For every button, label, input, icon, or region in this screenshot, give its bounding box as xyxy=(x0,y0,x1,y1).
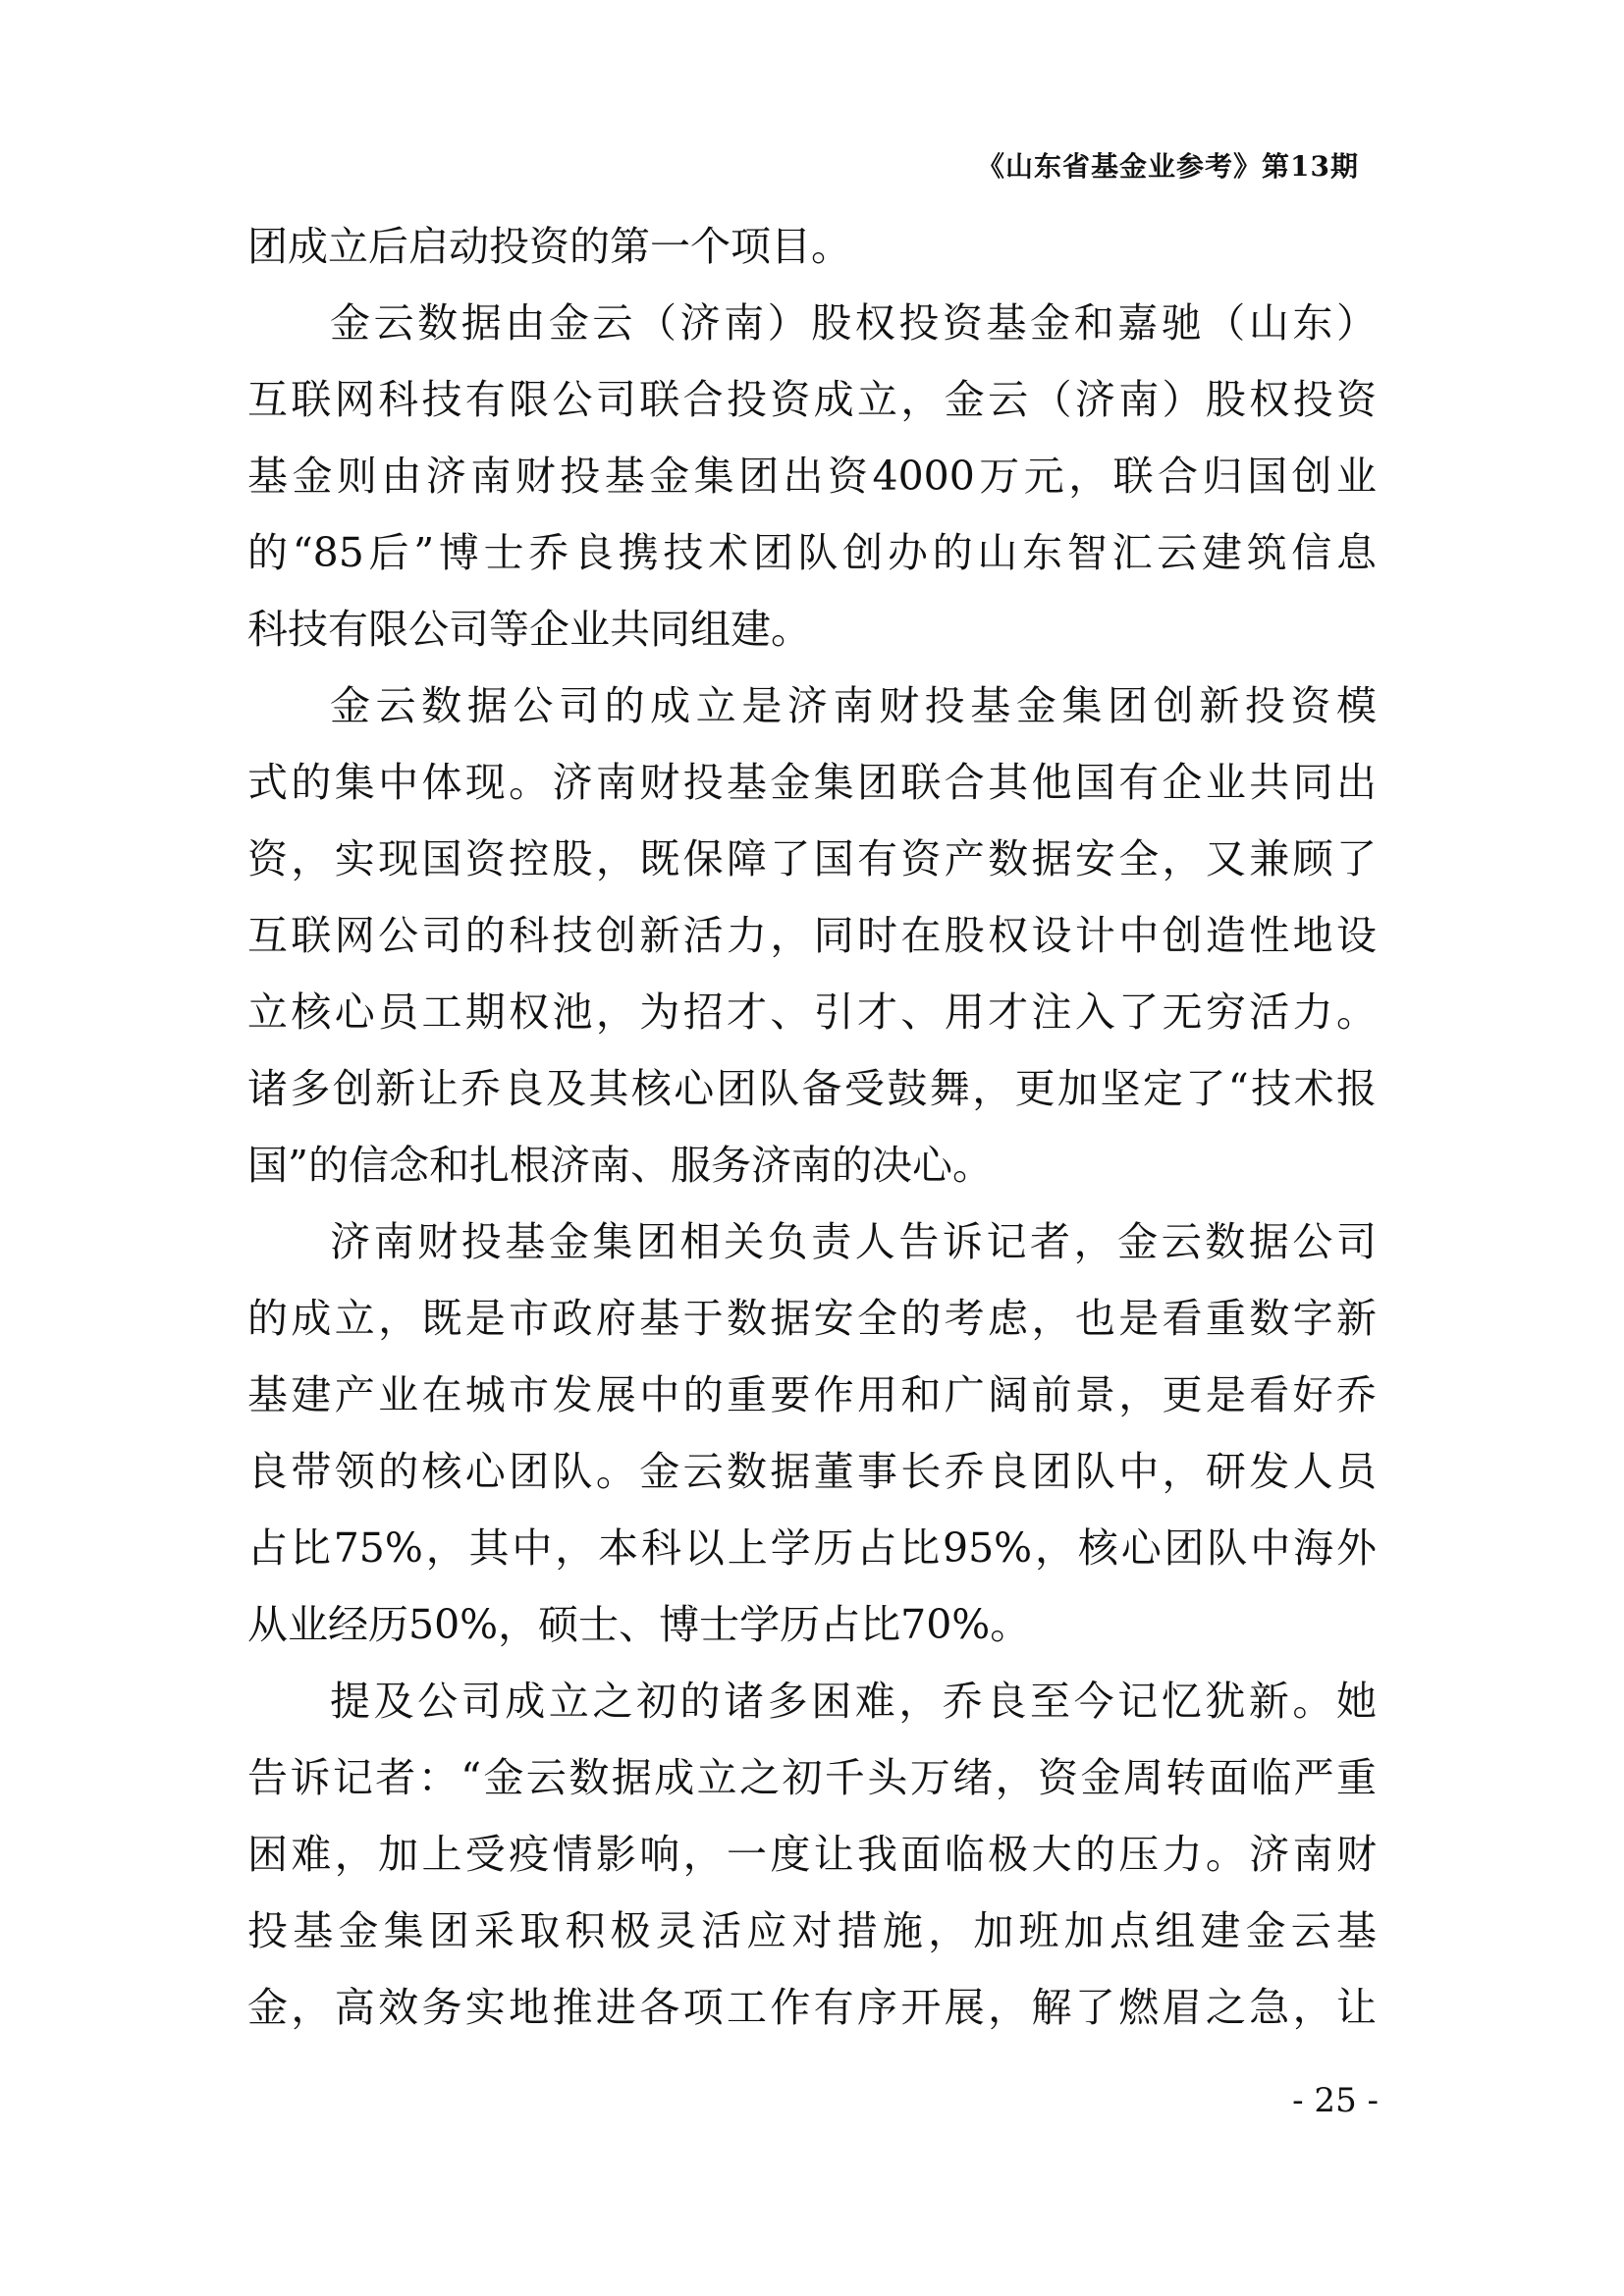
body-text xyxy=(247,208,1377,2046)
text-line: 良带领的核心团队。金云数据董事长乔良团队中，研发人员 xyxy=(247,1448,1377,1495)
paragraph-first-line: 金云数据公司的成立是济南财投基金集团创新投资模 xyxy=(330,682,1377,729)
text-line: 互联网科技有限公司联合投资成立，金云（济南）股权投资 xyxy=(247,376,1377,423)
paragraph-first-line: 济南财投基金集团相关负责人告诉记者，金云数据公司 xyxy=(330,1218,1377,1265)
text-line: 基金则由济南财投基金集团出资4000万元，联合归国创业 xyxy=(247,453,1377,500)
text-line: 的“85后”博士乔良携技术团队创办的山东智汇云建筑信息 xyxy=(247,529,1377,576)
text-line: 从业经历50%，硕士、博士学历占比70%。 xyxy=(247,1601,1031,1648)
paragraph-first-line: 金云数据由金云（济南）股权投资基金和嘉驰（山东） xyxy=(330,299,1377,347)
text-line: 投基金集团采取积极灵活应对措施，加班加点组建金云基 xyxy=(247,1907,1377,1954)
text-line: 资，实现国资控股，既保障了国有资产数据安全，又兼顾了 xyxy=(247,835,1377,882)
text-line: 式的集中体现。济南财投基金集团联合其他国有企业共同出 xyxy=(247,759,1377,806)
text-line: 告诉记者：“金云数据成立之初千头万绪，资金周转面临严重 xyxy=(247,1754,1377,1801)
text-line: 诸多创新让乔良及其核心团队备受鼓舞，更加坚定了“技术报 xyxy=(247,1065,1377,1112)
text-line: 金，高效务实地推进各项工作有序开展，解了燃眉之急，让 xyxy=(247,1984,1377,2031)
text-line: 科技有限公司等企业共同组建。 xyxy=(247,606,811,653)
page-number: - 25 - xyxy=(1292,2081,1379,2120)
text-line: 占比75%，其中，本科以上学历占比95%，核心团队中海外 xyxy=(247,1524,1377,1572)
text-line: 国”的信念和扎根济南、服务济南的决心。 xyxy=(247,1142,993,1189)
text-line: 互联网公司的科技创新活力，同时在股权设计中创造性地设 xyxy=(247,912,1377,959)
text-line: 团成立后启动投资的第一个项目。 xyxy=(247,223,851,270)
paragraph-first-line: 提及公司成立之初的诸多困难，乔良至今记忆犹新。她 xyxy=(330,1678,1377,1725)
running-header: 《山东省基金业参考》第13期 xyxy=(977,150,1359,183)
text-line: 的成立，既是市政府基于数据安全的考虑，也是看重数字新 xyxy=(247,1295,1377,1342)
text-line: 立核心员工期权池，为招才、引才、用才注入了无穷活力。 xyxy=(247,988,1377,1036)
text-line: 困难，加上受疫情影响，一度让我面临极大的压力。济南财 xyxy=(247,1831,1377,1878)
text-line: 基建产业在城市发展中的重要作用和广阔前景，更是看好乔 xyxy=(247,1371,1377,1418)
